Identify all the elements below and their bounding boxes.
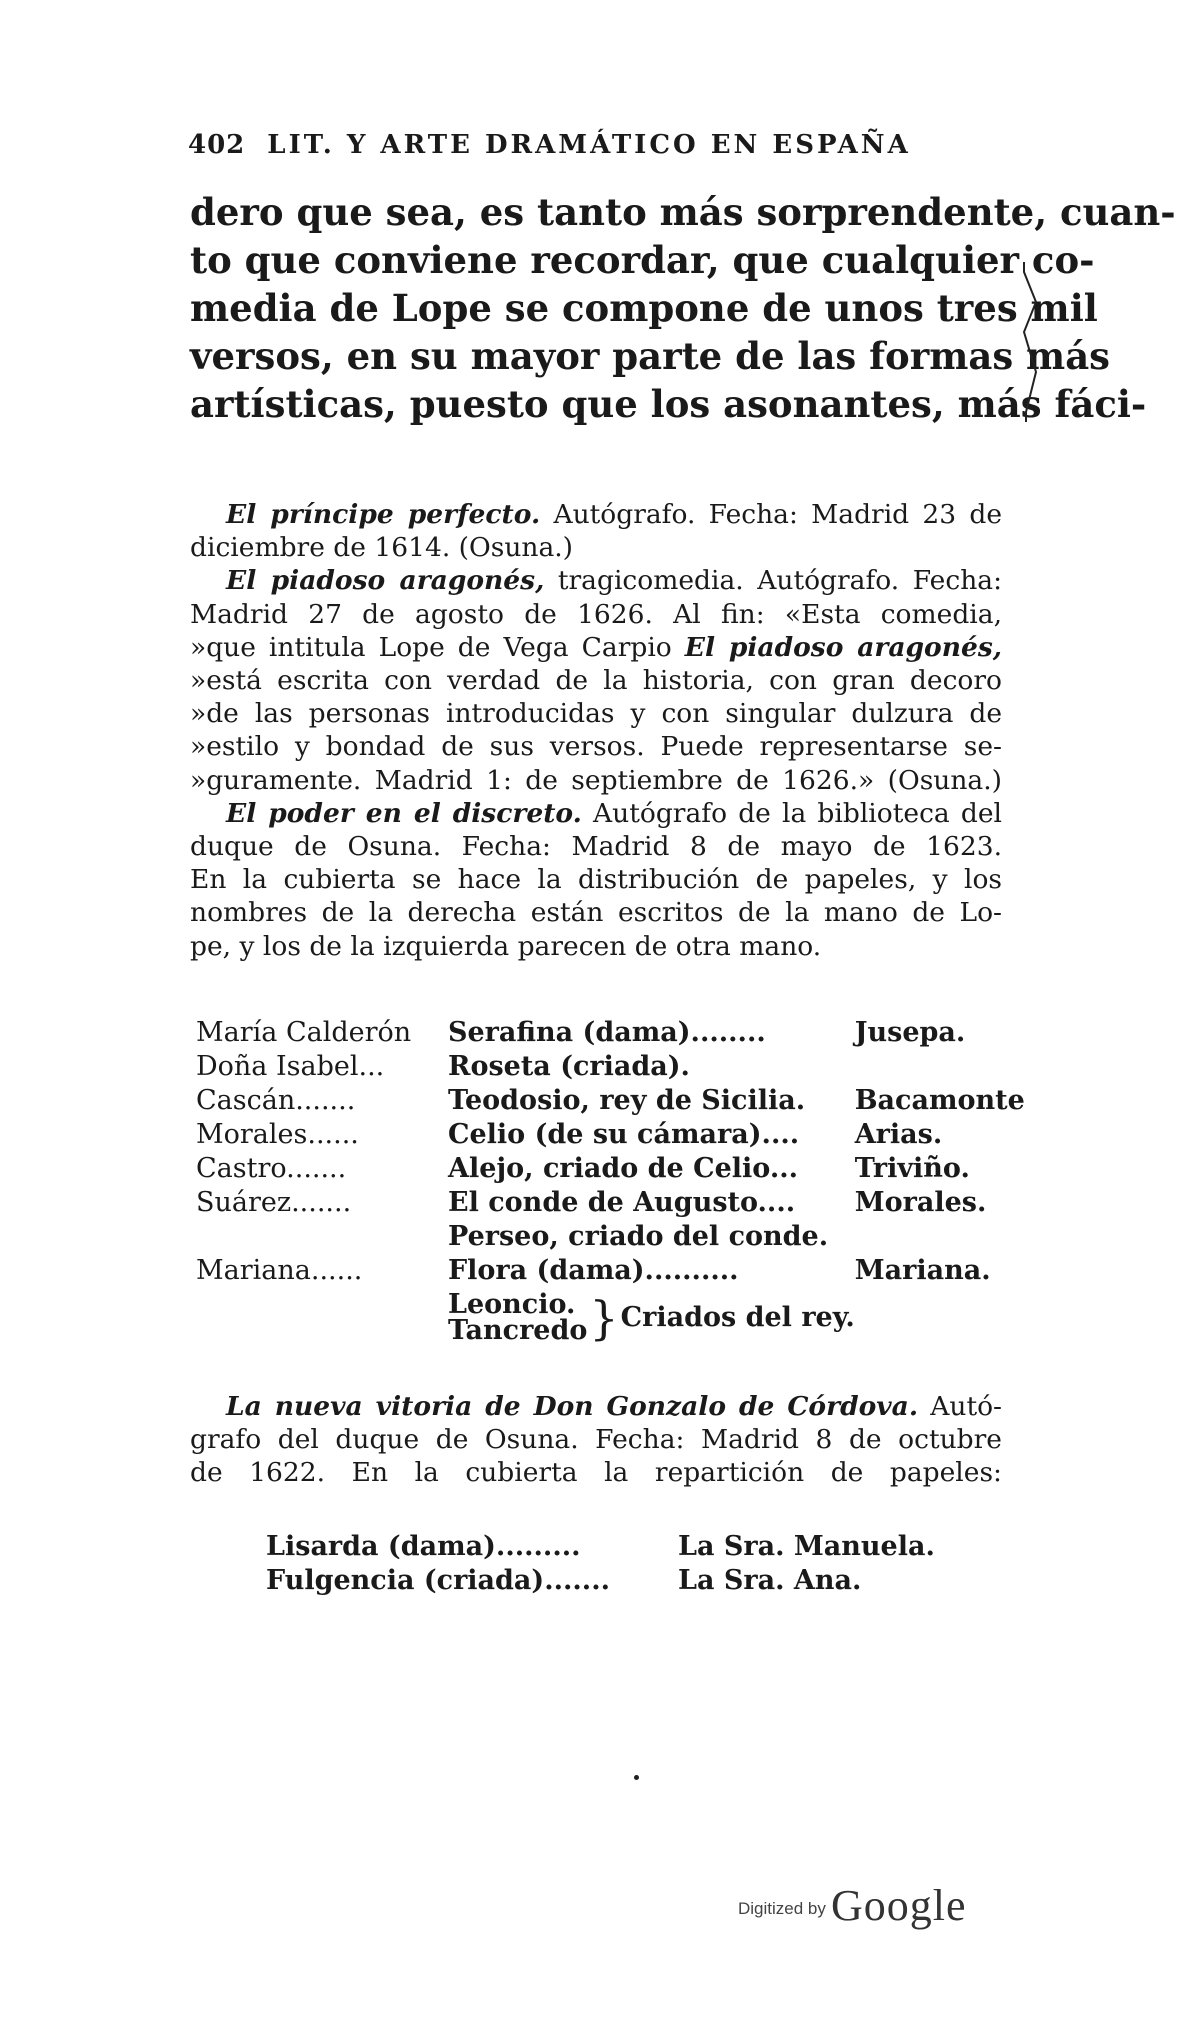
- actor-cell: [196, 1220, 448, 1254]
- watermark-prefix: Digitized by: [738, 1899, 826, 1918]
- cast-table: [196, 1016, 1025, 1344]
- table-row: [196, 1288, 1025, 1344]
- note-line: [190, 631, 1002, 664]
- note-line: grafo del duque de Osuna. Fecha: Madrid 8 de octubre: [190, 1424, 1002, 1456]
- page-header: [188, 130, 911, 160]
- actor-cell: [855, 1050, 1025, 1084]
- table-row: [196, 1220, 1025, 1254]
- role-cell: Serafina (dama)........: [448, 1017, 766, 1048]
- note-line: de 1622. En la cubierta la repartición de papeles:: [190, 1457, 1002, 1489]
- actor-cell: María Calderón: [196, 1017, 412, 1048]
- table-row: [196, 1254, 1025, 1288]
- role-cell: Celio (de su cámara)....: [448, 1119, 800, 1150]
- note-text: Autó-: [918, 1391, 1003, 1422]
- note-line: »está escrita con verdad de la historia, con gran decoro: [190, 665, 1002, 697]
- work-title: El príncipe perfecto.: [226, 499, 541, 530]
- actor-cell: Doña Isabel...: [196, 1051, 385, 1082]
- paragraph-line: versos, en su mayor parte de las formas más: [190, 334, 1111, 378]
- brace-mark: }: [589, 1291, 619, 1345]
- actor-cell: Mariana.: [854, 1255, 991, 1286]
- role-cell: Roseta (criada).: [448, 1051, 690, 1082]
- note-line: [190, 498, 1002, 531]
- note-line: »guramente. Madrid 1: de septiembre de 1626.» (Osuna.): [190, 764, 1002, 796]
- note-nueva-vitoria: [190, 1390, 1002, 1490]
- stray-dot-mark: [634, 1775, 639, 1780]
- note-text: »que intitula Lope de Vega Carpio: [190, 631, 685, 663]
- actor-cell: Arias.: [854, 1119, 943, 1150]
- actor-cell: Triviño.: [854, 1153, 970, 1184]
- note-line: nombres de la derecha están escritos de la mano de Lo-: [190, 897, 1002, 929]
- role-cell: Perseo, criado del conde.: [448, 1221, 829, 1252]
- note-line: Madrid 27 de agosto de 1626. Al fin: «Esta comedia,: [190, 598, 1002, 630]
- actor-cell: Jusepa.: [854, 1017, 966, 1048]
- note-line: »de las personas introducidas y con singular dulzura de: [190, 698, 1002, 730]
- actor-cell: La Sra. Ana.: [678, 1565, 862, 1596]
- margin-bracket-mark: [1020, 262, 1040, 422]
- grouped-roles: [448, 1289, 855, 1346]
- table-row: [196, 1118, 1025, 1152]
- paragraph-line: artísticas, puesto que los asonantes, más fáci-: [190, 382, 1147, 426]
- work-title: El piadoso aragonés,: [226, 565, 545, 597]
- role-stack: [448, 1289, 588, 1346]
- note-line: [190, 564, 1002, 597]
- running-title: LIT. Y ARTE DRAMÁTICO EN ESPAÑA: [267, 130, 911, 160]
- role-name: Leoncio.: [448, 1289, 576, 1320]
- actor-cell: La Sra. Manuela.: [678, 1531, 935, 1562]
- actor-cell: Bacamonte: [854, 1085, 1025, 1116]
- paragraph-line: to que conviene recordar, que cualquier co-: [190, 238, 1095, 282]
- digitized-by-google-watermark: [738, 1880, 967, 1931]
- actor-cell: [855, 1220, 1025, 1254]
- watermark-brand: Google: [830, 1881, 967, 1930]
- role-cell: Alejo, criado de Celio...: [448, 1153, 799, 1184]
- actor-cell: Mariana......: [196, 1255, 363, 1286]
- actor-cell: Morales.: [854, 1187, 987, 1218]
- note-text: tragicomedia. Autógrafo. Fecha:: [544, 565, 1002, 597]
- role-cell: Teodosio, rey de Sicilia.: [448, 1085, 806, 1116]
- table-row: [266, 1530, 935, 1564]
- actor-cell: Morales......: [196, 1119, 359, 1150]
- note-line: duque de Osuna. Fecha: Madrid 8 de mayo de 1623.: [190, 831, 1002, 863]
- actor-cell: Castro.......: [196, 1153, 347, 1184]
- table-row: [196, 1152, 1025, 1186]
- note-line: En la cubierta se hace la distribución de papeles, y los: [190, 864, 1002, 896]
- note-line: [190, 1390, 1002, 1423]
- table-row: [196, 1016, 1025, 1050]
- bibliographic-notes: [190, 498, 1002, 963]
- table-row: [266, 1564, 935, 1598]
- note-text: Autógrafo de la biblioteca del: [581, 797, 1002, 829]
- main-paragraph: [190, 188, 1176, 428]
- table-row: [196, 1084, 1025, 1118]
- table-row: [196, 1050, 1025, 1084]
- role-cell: Flora (dama)..........: [448, 1255, 739, 1286]
- role-cell: Lisarda (dama).........: [266, 1531, 581, 1562]
- role-cell: El conde de Augusto....: [448, 1187, 796, 1218]
- paragraph-line: dero que sea, es tanto más sorprendente, cuan-: [190, 190, 1176, 234]
- actor-cell: [855, 1288, 1025, 1344]
- group-label: Criados del rey.: [620, 1302, 855, 1333]
- actor-cell: [196, 1288, 448, 1344]
- work-title: El poder en el discreto.: [226, 797, 582, 829]
- actor-cell: Cascán.......: [196, 1085, 356, 1116]
- note-line: pe, y los de la izquierda parecen de otra mano.: [190, 930, 822, 962]
- paragraph-line: media de Lope se compone de unos tres mil: [190, 286, 1098, 330]
- table-row: [196, 1186, 1025, 1220]
- actor-cell: Suárez.......: [196, 1187, 352, 1218]
- note-line: diciembre de 1614. (Osuna.): [190, 532, 574, 564]
- work-title: El piadoso aragonés,: [684, 631, 1002, 663]
- roles-table: [266, 1530, 935, 1598]
- role-name: Tancredo: [448, 1315, 588, 1346]
- role-cell: Fulgencia (criada).......: [266, 1565, 610, 1596]
- grouped-role-cell: [448, 1288, 855, 1344]
- note-line: [190, 797, 1002, 830]
- work-title: La nueva vitoria de Don Gonzalo de Córdova.: [226, 1391, 919, 1422]
- note-line: »estilo y bondad de sus versos. Puede representarse se-: [190, 731, 1002, 763]
- page-number: 402: [188, 130, 246, 160]
- note-text: Autógrafo. Fecha: Madrid 23 de: [540, 499, 1003, 530]
